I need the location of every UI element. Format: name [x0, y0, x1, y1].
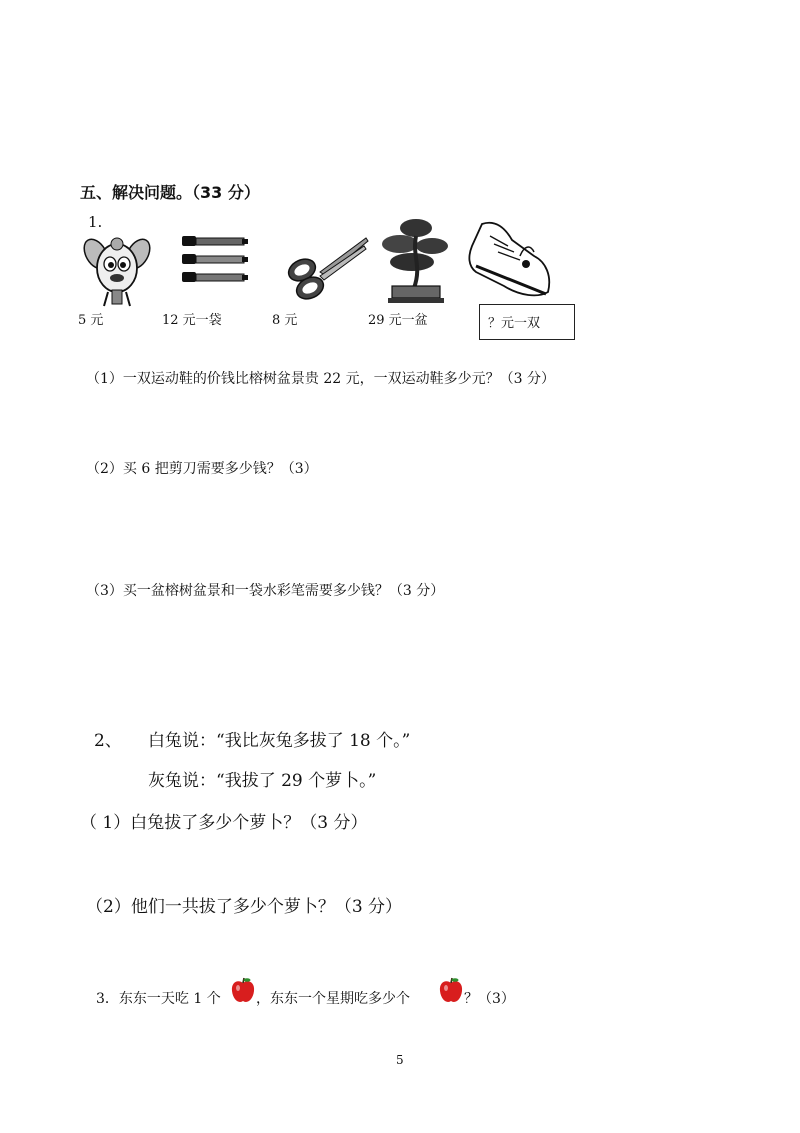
question-3 — [96, 988, 221, 1008]
question-1-part-3: （3）买一盆榕树盆景和一袋水彩笔需要多少钱？（3 分） — [86, 583, 445, 599]
price-markers: 12 元一袋 — [162, 313, 222, 328]
question-1-part-1: （1）一双运动鞋的价钱比榕树盆景贵 22 元，一双运动鞋多少元？（3 分） — [86, 371, 555, 387]
price-scissors: 8 元 — [272, 313, 298, 328]
section-title: 五、解决问题。（33 分） — [80, 183, 260, 202]
price-bonsai: 29 元一盆 — [368, 313, 428, 328]
white-rabbit-says: 白兔说：“我比灰兔多拔了 18 个。” — [148, 731, 411, 751]
question-1-number: 1. — [88, 213, 103, 231]
question-2-number: 2、 — [94, 731, 122, 751]
question-3-text-3: ？（3） — [464, 991, 515, 1007]
page-number: 5 — [396, 1053, 404, 1067]
scissors-image — [280, 232, 370, 304]
bonsai-tree-image — [378, 216, 454, 306]
question-1-part-2: （2）买 6 把剪刀需要多少钱？（3） — [86, 461, 318, 477]
sneaker-image — [464, 216, 556, 308]
question-3-text-2: ，东东一个星期吃多少个 — [256, 991, 410, 1007]
apple-icon — [438, 977, 464, 1005]
rabbit-eraser-image — [82, 222, 152, 312]
question-3-number: 3． — [96, 991, 119, 1007]
question-2-part-1: （ 1）白兔拔了多少个萝卜？（3 分） — [80, 813, 368, 833]
question-2-part-2: （2）他们一共拔了多少个萝卜？（3 分） — [86, 897, 403, 917]
marker-pens-image — [178, 232, 250, 292]
gray-rabbit-says: 灰兔说：“我拔了 29 个萝卜。” — [148, 771, 377, 791]
price-eraser: 5 元 — [78, 313, 104, 328]
apple-icon — [230, 977, 256, 1005]
question-3-text-1: 东东一天吃 1 个 — [118, 991, 221, 1007]
price-sneaker-box: ？元一双 — [479, 304, 575, 340]
